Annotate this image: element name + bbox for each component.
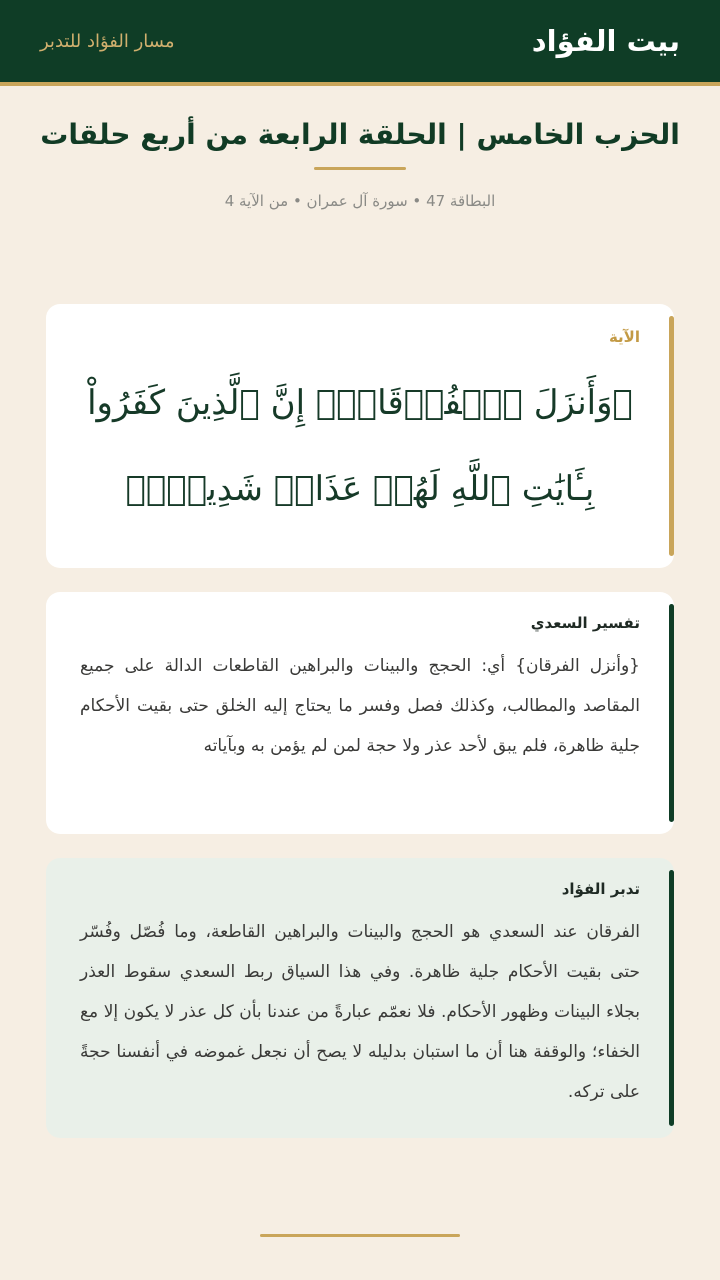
tafsir-card xyxy=(46,592,674,834)
tadabbur-card xyxy=(46,858,674,1138)
tadabbur-text: الفرقان عند السعدي هو الحجج والبينات والبراهين القاطعة، وما فُصّل وفُسّر حتى بقيت الأحكام جلية ظاهرة. وفي هذا السياق ربط السعدي سقوط العذر بجلاء البينات وظهور الأحكام. فلا نعمّم عبارةً من عندنا بأن كل عذر لا يكون إلا مع الخفاء؛ والوقفة هنا أن ما استبان بدليله لا يصح أن نجعل غموضه في أنفسنا حجةً على تركه. xyxy=(80,922,640,1102)
verse-text: ﴿وَأَنزَلَ ٱلۡفُرۡقَانَۗ إِنَّ ٱلَّذِينَ كَفَرُواْ بِـَٔايَٰتِ ٱللَّهِ لَهُمۡ عَذَابٞ شَدِيدٞۗ﴾ xyxy=(87,383,633,509)
verse-card xyxy=(46,304,674,568)
footer-divider xyxy=(260,1234,460,1237)
title-divider xyxy=(314,167,406,170)
tafsir-text: {وأنزل الفرقان} أي: الحجج والبينات والبراهين القاطعات الدالة على جميع المقاصد والمطالب، وكذلك فصل وفسر ما يحتاج إليه الخلق حتى بقيت الأحكام جلية ظاهرة، فلم يبق لأحد عذر ولا حجة لمن لم يؤمن به وبآياته xyxy=(80,656,640,756)
header-tagline: مسار الفؤاد للتدبر xyxy=(40,30,175,52)
verse-card-label: الآية xyxy=(608,328,640,346)
tafsir-card-label: تفسير السعدي xyxy=(530,614,640,632)
card-meta: البطاقة 47 • سورة آل عمران • من الآية 4 xyxy=(224,192,496,210)
page-title: الحزب الخامس | الحلقة الرابعة من أربع حلقات xyxy=(40,118,680,151)
tadabbur-card-label: تدبر الفؤاد xyxy=(561,880,640,898)
app-header xyxy=(0,0,720,86)
brand-title[interactable]: بيت الفؤاد xyxy=(531,24,680,58)
title-section xyxy=(0,118,720,210)
